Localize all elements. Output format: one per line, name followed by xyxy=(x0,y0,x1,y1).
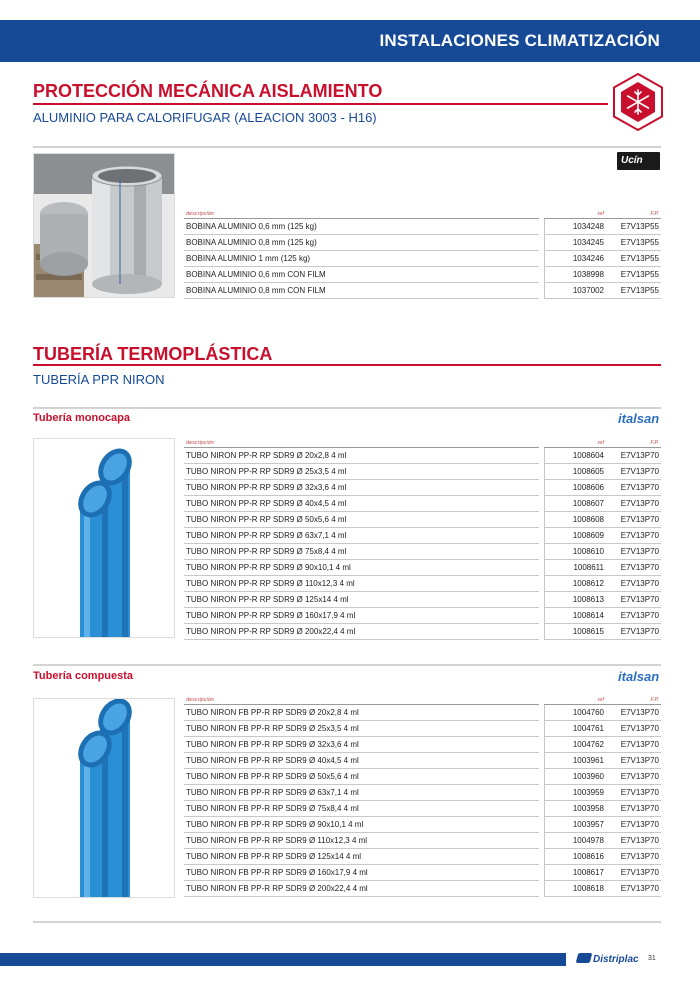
row-description: TUBO NIRON FB PP-R RP SDR9 Ø 40x4,5 4 ml xyxy=(184,752,539,768)
row-fp: E7V13P70 xyxy=(606,784,661,800)
row-fp: E7V13P55 xyxy=(606,266,661,282)
table-row xyxy=(184,543,661,559)
row-ref: 1008617 xyxy=(544,864,606,880)
row-fp: E7V13P70 xyxy=(606,495,661,511)
aluminio-table xyxy=(184,208,661,299)
row-description: TUBO NIRON PP-R RP SDR9 Ø 63x7,1 4 ml xyxy=(184,527,539,543)
table-row xyxy=(184,495,661,511)
brand-logo-italsan: italsan xyxy=(618,669,660,684)
row-description: TUBO NIRON PP-R RP SDR9 Ø 25x3,5 4 ml xyxy=(184,463,539,479)
row-description: TUBO NIRON PP-R RP SDR9 Ø 75x8,4 4 ml xyxy=(184,543,539,559)
row-description: TUBO NIRON FB PP-R RP SDR9 Ø 125x14 4 ml xyxy=(184,848,539,864)
table-row xyxy=(184,784,661,800)
table-row xyxy=(184,816,661,832)
row-ref: 1008608 xyxy=(544,511,606,527)
row-spec: 0,6 mm (125 kg) xyxy=(258,221,317,231)
section-rule xyxy=(33,364,661,366)
row-ref: 1037002 xyxy=(544,282,606,298)
row-fp: E7V13P70 xyxy=(606,479,661,495)
page-number: 31 xyxy=(648,955,656,962)
row-fp: E7V13P70 xyxy=(606,607,661,623)
row-ref: 1003958 xyxy=(544,800,606,816)
col-header-ref: ref xyxy=(544,694,606,704)
row-fp: E7V13P70 xyxy=(606,543,661,559)
row-ref: 1004761 xyxy=(544,720,606,736)
row-spec: 1 mm (125 kg) xyxy=(258,253,311,263)
footer-logo xyxy=(577,953,639,967)
row-ref: 1008614 xyxy=(544,607,606,623)
row-ref: 1034245 xyxy=(544,234,606,250)
row-fp: E7V13P70 xyxy=(606,527,661,543)
divider xyxy=(33,921,661,923)
section-title-tuberia: TUBERÍA TERMOPLÁSTICA xyxy=(33,344,273,364)
table-row xyxy=(184,218,661,234)
footer-band xyxy=(0,953,566,966)
col-header-fp: F.P. xyxy=(606,208,661,218)
row-description: TUBO NIRON PP-R RP SDR9 Ø 200x22,4 4 ml xyxy=(184,623,539,639)
header-title: INSTALACIONES CLIMATIZACIÓN xyxy=(379,31,660,50)
row-product: BOBINA ALUMINIO xyxy=(186,285,257,295)
row-ref: 1008618 xyxy=(544,880,606,896)
table-row xyxy=(184,463,661,479)
row-description: TUBO NIRON FB PP-R RP SDR9 Ø 63x7,1 4 ml xyxy=(184,784,539,800)
pipe-monocapa-photo xyxy=(33,438,175,638)
table-row xyxy=(184,559,661,575)
table-row xyxy=(184,479,661,495)
row-ref: 1004760 xyxy=(544,704,606,720)
section-title-proteccion: PROTECCIÓN MECÁNICA AISLAMIENTO xyxy=(33,81,383,101)
divider xyxy=(33,664,661,666)
col-header-fp: F.P. xyxy=(606,694,661,704)
row-ref: 1003959 xyxy=(544,784,606,800)
row-fp: E7V13P70 xyxy=(606,559,661,575)
row-fp: E7V13P70 xyxy=(606,511,661,527)
row-product: BOBINA ALUMINIO xyxy=(186,237,257,247)
section-subtitle-ppr: TUBERÍA PPR NIRON xyxy=(33,372,165,387)
table-row xyxy=(184,266,661,282)
row-description xyxy=(184,234,539,250)
row-fp: E7V13P70 xyxy=(606,720,661,736)
row-fp: E7V13P55 xyxy=(606,234,661,250)
row-description: TUBO NIRON FB PP-R RP SDR9 Ø 50x5,6 4 ml xyxy=(184,768,539,784)
row-description: TUBO NIRON PP-R RP SDR9 Ø 32x3,6 4 ml xyxy=(184,479,539,495)
row-product: BOBINA ALUMINIO xyxy=(186,253,257,263)
row-description: TUBO NIRON PP-R RP SDR9 Ø 90x10,1 4 ml xyxy=(184,559,539,575)
row-ref: 1003960 xyxy=(544,768,606,784)
row-product: BOBINA ALUMINIO xyxy=(186,221,257,231)
row-spec: 0,8 mm CON FILM xyxy=(258,285,326,295)
col-header-ref: ref xyxy=(544,208,606,218)
table-row xyxy=(184,591,661,607)
row-fp: E7V13P70 xyxy=(606,768,661,784)
brand-logo-italsan: italsan xyxy=(618,411,660,426)
row-ref: 1034248 xyxy=(544,218,606,234)
row-ref: 1008615 xyxy=(544,623,606,639)
row-fp: E7V13P70 xyxy=(606,800,661,816)
row-fp: E7V13P70 xyxy=(606,575,661,591)
row-description xyxy=(184,266,539,282)
section-subtitle-aluminio: ALUMINIO PARA CALORIFUGAR (ALEACION 3003 - H16) xyxy=(33,110,377,125)
section-rule xyxy=(33,103,608,105)
row-fp: E7V13P55 xyxy=(606,250,661,266)
row-ref: 1008606 xyxy=(544,479,606,495)
row-description: TUBO NIRON FB PP-R RP SDR9 Ø 20x2,8 4 ml xyxy=(184,704,539,720)
row-fp: E7V13P55 xyxy=(606,218,661,234)
row-fp: E7V13P70 xyxy=(606,864,661,880)
row-description: TUBO NIRON FB PP-R RP SDR9 Ø 25x3,5 4 ml xyxy=(184,720,539,736)
row-fp: E7V13P70 xyxy=(606,623,661,639)
col-header-ref: ref xyxy=(544,437,606,447)
row-fp: E7V13P70 xyxy=(606,736,661,752)
row-description: TUBO NIRON FB PP-R RP SDR9 Ø 32x3,6 4 ml xyxy=(184,736,539,752)
aluminio-photo xyxy=(33,153,175,298)
col-header-desc: descripción xyxy=(184,437,539,447)
table-row xyxy=(184,800,661,816)
subsection-title-compuesta: Tubería compuesta xyxy=(33,670,134,682)
table-row xyxy=(184,250,661,266)
table-row xyxy=(184,447,661,463)
row-ref: 1008613 xyxy=(544,591,606,607)
row-ref: 1008604 xyxy=(544,447,606,463)
row-description xyxy=(184,218,539,234)
row-description: TUBO NIRON FB PP-R RP SDR9 Ø 200x22,4 4 ml xyxy=(184,880,539,896)
col-header-desc: descripción xyxy=(184,694,539,704)
row-ref: 1003961 xyxy=(544,752,606,768)
brand-logo-ucin: Ucín xyxy=(617,152,660,170)
row-description: TUBO NIRON FB PP-R RP SDR9 Ø 160x17,9 4 ml xyxy=(184,864,539,880)
header-band xyxy=(0,20,700,62)
row-description: TUBO NIRON PP-R RP SDR9 Ø 40x4,5 4 ml xyxy=(184,495,539,511)
row-ref: 1034246 xyxy=(544,250,606,266)
row-ref: 1004762 xyxy=(544,736,606,752)
row-ref: 1008605 xyxy=(544,463,606,479)
row-ref: 1008609 xyxy=(544,527,606,543)
row-product: BOBINA ALUMINIO xyxy=(186,269,257,279)
row-fp: E7V13P70 xyxy=(606,463,661,479)
footer-logo-text: Distriplac xyxy=(593,954,639,965)
table-row xyxy=(184,511,661,527)
monocapa-table xyxy=(184,437,661,640)
table-row xyxy=(184,527,661,543)
row-fp: E7V13P70 xyxy=(606,704,661,720)
subsection-title-monocapa: Tubería monocapa xyxy=(33,412,130,424)
table-row xyxy=(184,720,661,736)
row-description: TUBO NIRON FB PP-R RP SDR9 Ø 110x12,3 4 ml xyxy=(184,832,539,848)
row-ref: 1008610 xyxy=(544,543,606,559)
snowflake-badge xyxy=(611,72,665,132)
table-row xyxy=(184,768,661,784)
row-ref: 1008611 xyxy=(544,559,606,575)
compuesta-table xyxy=(184,694,661,897)
row-description: TUBO NIRON PP-R RP SDR9 Ø 160x17,9 4 ml xyxy=(184,607,539,623)
col-header-fp: F.P. xyxy=(606,437,661,447)
table-row xyxy=(184,864,661,880)
row-fp: E7V13P70 xyxy=(606,816,661,832)
table-row xyxy=(184,736,661,752)
row-description: TUBO NIRON PP-R RP SDR9 Ø 50x5,6 4 ml xyxy=(184,511,539,527)
row-fp: E7V13P70 xyxy=(606,591,661,607)
table-row xyxy=(184,704,661,720)
table-row xyxy=(184,848,661,864)
pipe-compuesta-photo xyxy=(33,698,175,898)
row-description xyxy=(184,282,539,298)
row-description: TUBO NIRON PP-R RP SDR9 Ø 125x14 4 ml xyxy=(184,591,539,607)
row-ref: 1003957 xyxy=(544,816,606,832)
row-ref: 1038998 xyxy=(544,266,606,282)
row-fp: E7V13P70 xyxy=(606,447,661,463)
row-description: TUBO NIRON PP-R RP SDR9 Ø 20x2,8 4 ml xyxy=(184,447,539,463)
row-ref: 1008607 xyxy=(544,495,606,511)
table-row xyxy=(184,623,661,639)
row-fp: E7V13P70 xyxy=(606,880,661,896)
row-spec: 0,8 mm (125 kg) xyxy=(258,237,317,247)
table-row xyxy=(184,282,661,298)
divider xyxy=(33,407,661,409)
row-fp: E7V13P55 xyxy=(606,282,661,298)
row-description: TUBO NIRON FB PP-R RP SDR9 Ø 90x10,1 4 ml xyxy=(184,816,539,832)
table-row xyxy=(184,752,661,768)
table-row xyxy=(184,607,661,623)
row-description: TUBO NIRON FB PP-R RP SDR9 Ø 75x8,4 4 ml xyxy=(184,800,539,816)
distriplac-logo-icon xyxy=(576,953,593,963)
table-row xyxy=(184,880,661,896)
row-description: TUBO NIRON PP-R RP SDR9 Ø 110x12,3 4 ml xyxy=(184,575,539,591)
row-description xyxy=(184,250,539,266)
table-row xyxy=(184,832,661,848)
row-ref: 1008616 xyxy=(544,848,606,864)
col-header-desc: descripción xyxy=(184,208,539,218)
table-row xyxy=(184,234,661,250)
row-ref: 1008612 xyxy=(544,575,606,591)
row-ref: 1004978 xyxy=(544,832,606,848)
row-fp: E7V13P70 xyxy=(606,848,661,864)
row-spec: 0,6 mm CON FILM xyxy=(258,269,326,279)
divider xyxy=(33,146,661,148)
row-fp: E7V13P70 xyxy=(606,832,661,848)
table-row xyxy=(184,575,661,591)
row-fp: E7V13P70 xyxy=(606,752,661,768)
